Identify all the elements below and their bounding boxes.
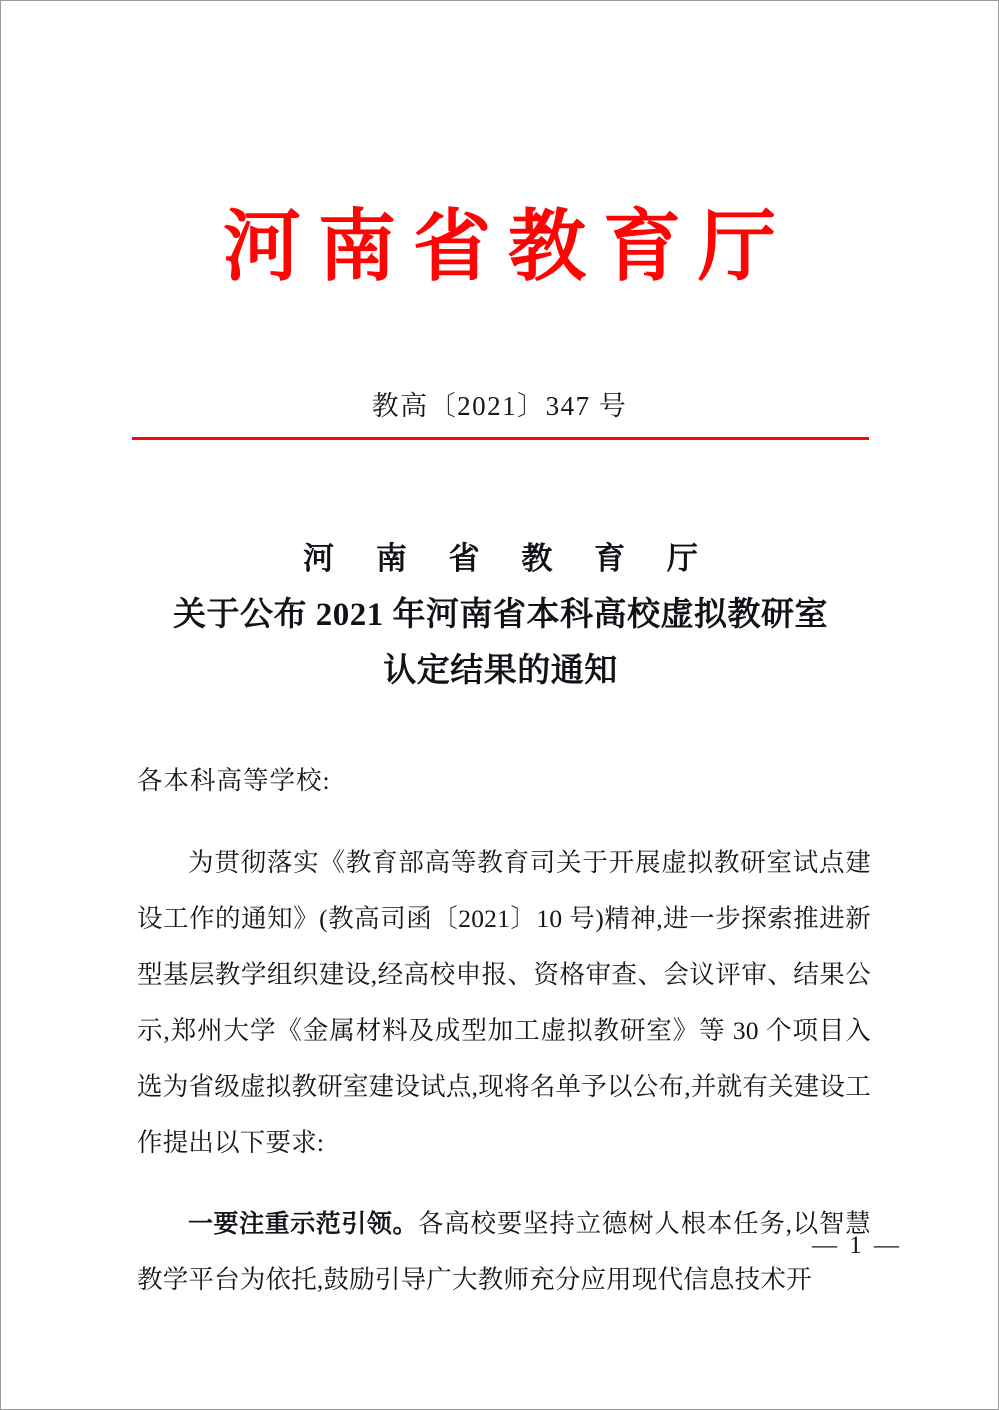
page-number: — 1 — xyxy=(812,1232,902,1259)
red-separator-rule xyxy=(132,437,869,440)
title-line-agency: 河 南 省 教 育 厅 xyxy=(303,541,715,576)
paragraph-requirement-one-text: 各高校要坚持立德树人根本任务,以智慧教学平台为依托,鼓励引导广大教师充分应用现代信息技术开 xyxy=(137,1209,871,1294)
paragraph-requirement-one-emphasis: 一要注重示范引领。 xyxy=(188,1209,419,1238)
agency-header-red-title: 河南省教育厅 xyxy=(222,201,793,292)
title-line-subject-1: 关于公布 2021 年河南省本科高校虚拟教研室 xyxy=(173,597,828,633)
paragraph-requirement-one xyxy=(137,1196,871,1308)
document-serial-number: 教高〔2021〕347 号 xyxy=(371,391,628,421)
salutation: 各本科高等学校: xyxy=(137,766,331,795)
paragraph-background: 为贯彻落实《教育部高等教育司关于开展虚拟教研室试点建设工作的通知》(教高司函〔2021〕10 号)精神,进一步探索推进新型基层教学组织建设,经高校申报、资格审查、会议评审、结果公示,郑州大学《金属材料及成型加工虚拟教研室》等 30 个项目入选为省级虚拟教研室建设试点,现将名单予以公布,并就有关建设工作提出以下要求: xyxy=(137,847,871,1157)
document-title-block xyxy=(132,534,869,699)
document-body xyxy=(137,753,871,1334)
title-line-subject-2: 认定结果的通知 xyxy=(383,653,618,689)
